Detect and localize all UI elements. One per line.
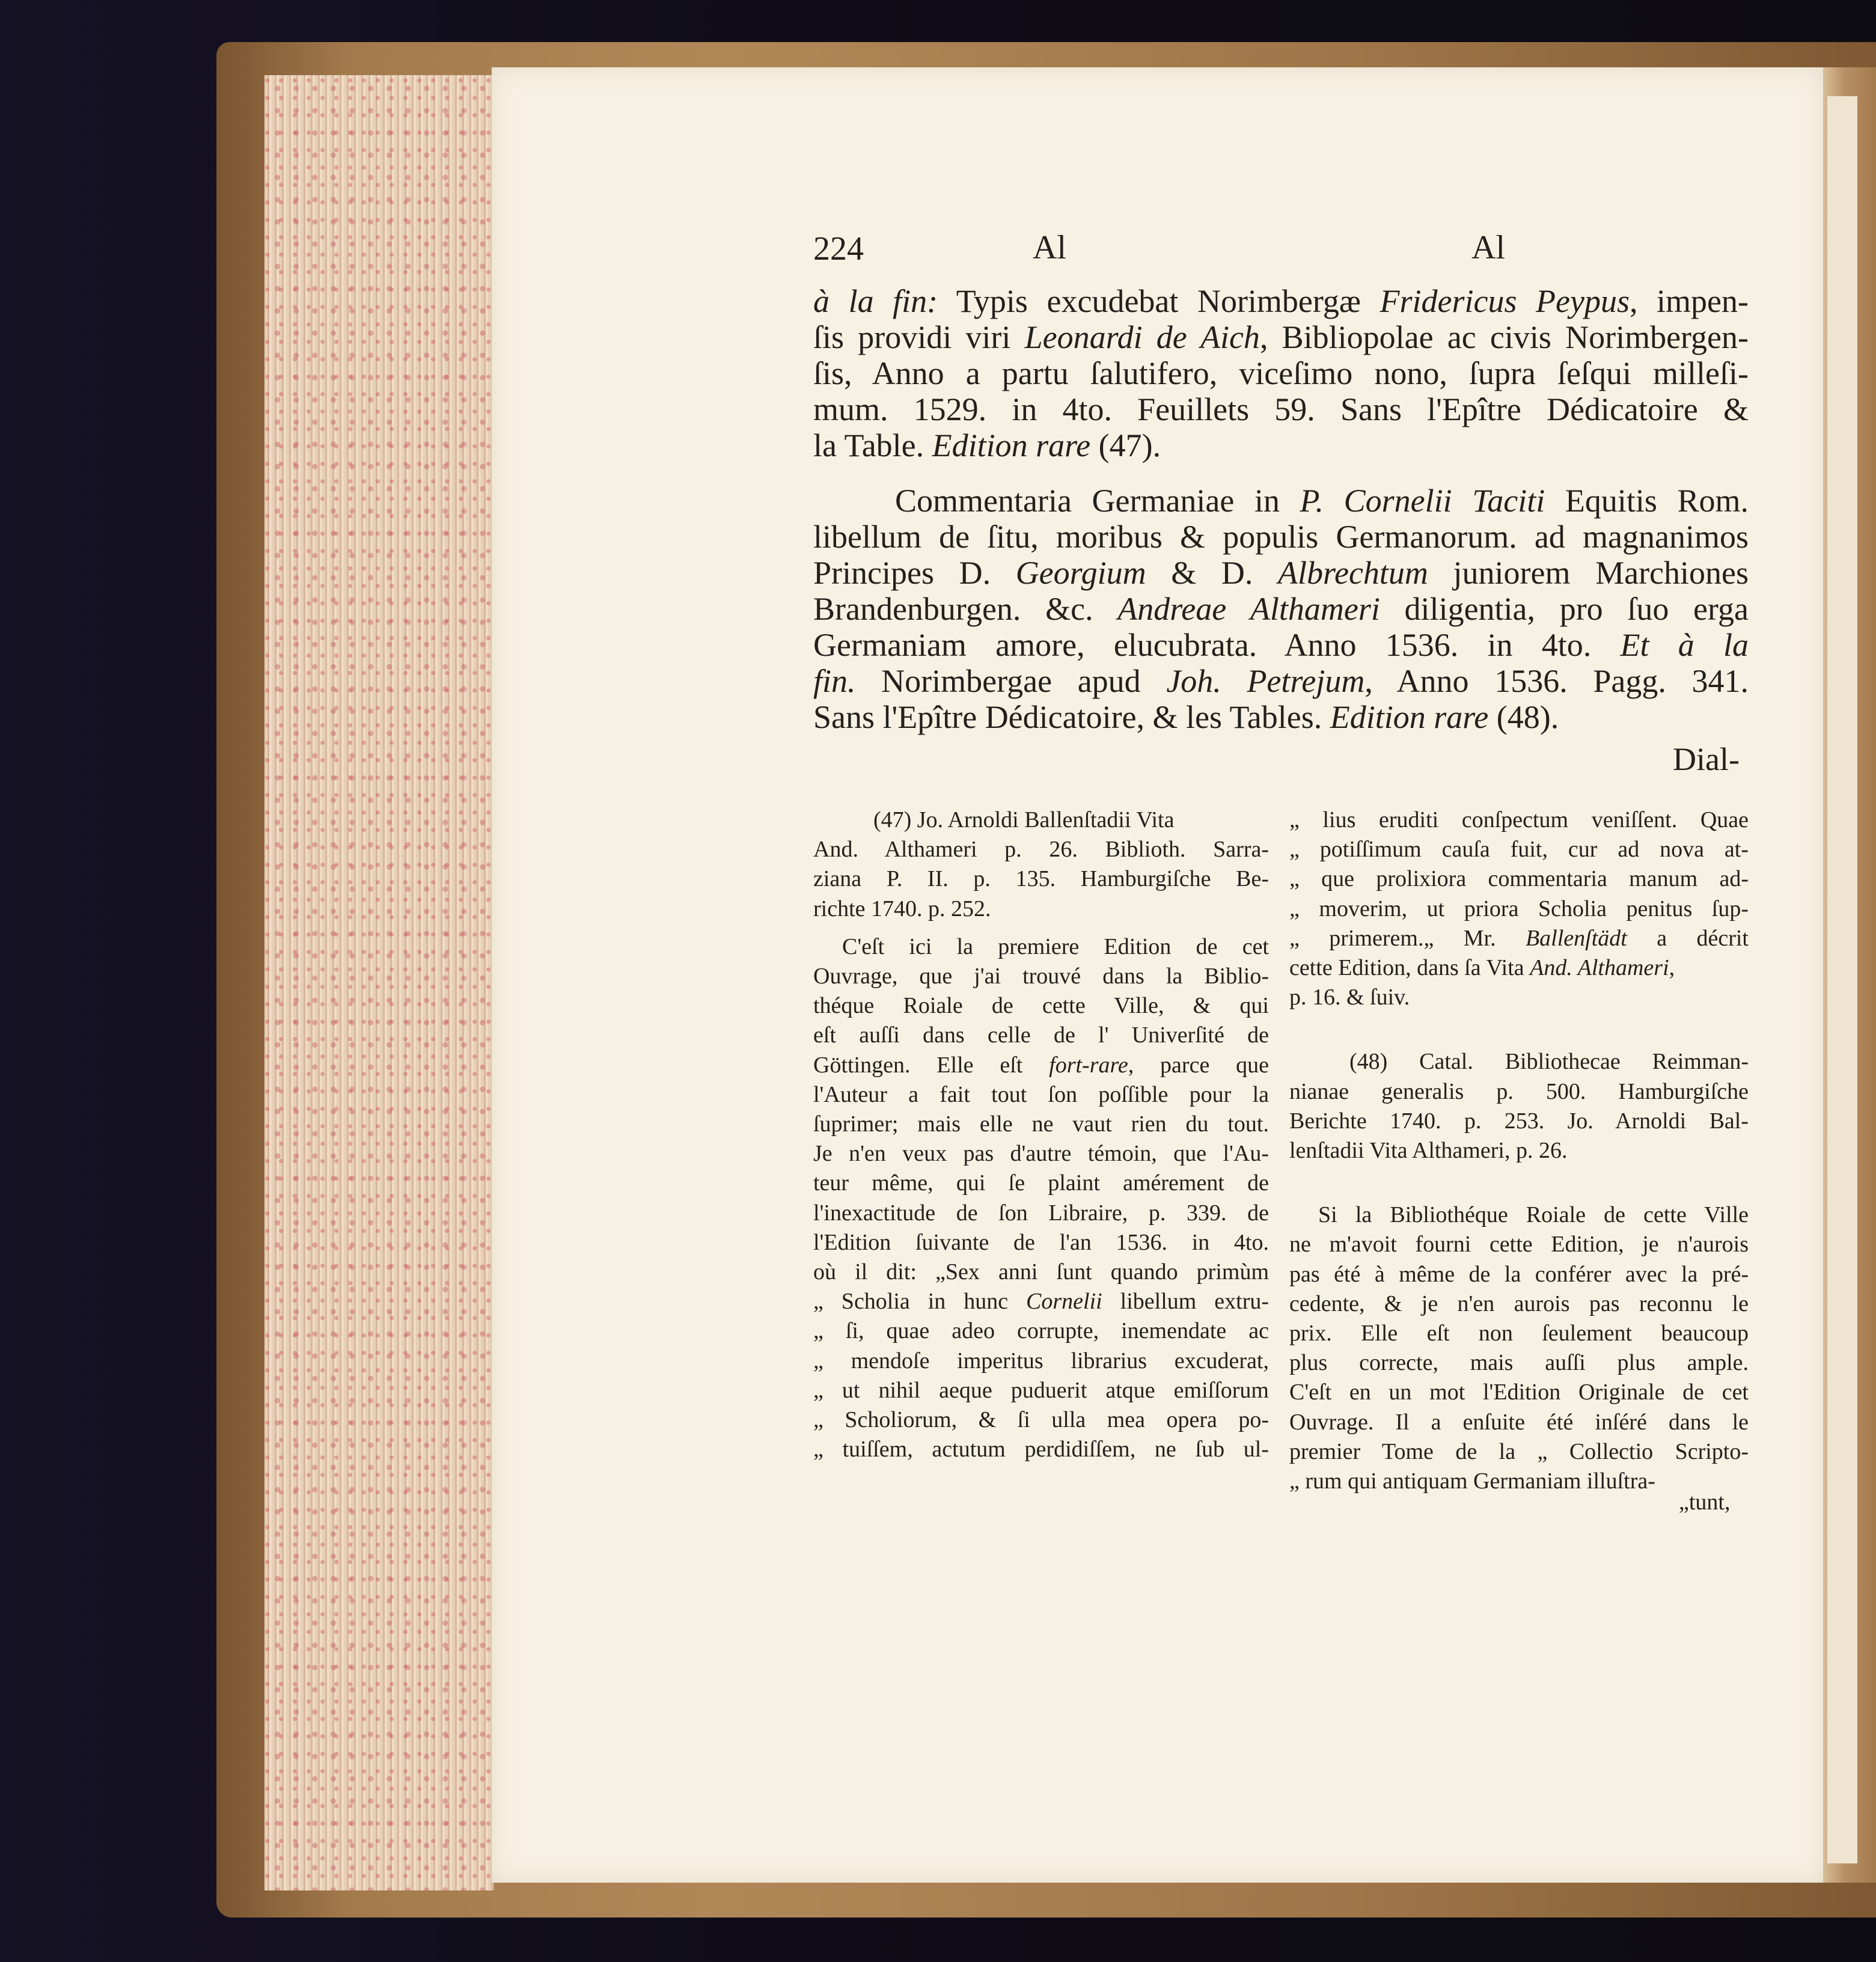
text-segment: l'inexactitude de ſon Libraire, p. 339. de	[813, 1200, 1269, 1226]
text-segment: Göttingen. Elle eſt	[813, 1052, 1050, 1078]
text-line	[1289, 896, 1749, 922]
text-segment: prix. Elle eſt non ſeulement beaucoup	[1289, 1321, 1749, 1346]
text-line	[813, 391, 1749, 428]
text-line	[813, 1052, 1269, 1078]
text-segment: théque Roiale de cette Ville, & qui	[813, 993, 1269, 1019]
text-line	[1289, 1320, 1749, 1346]
text-segment: (47) Jo. Arnoldi Ballenſtadii Vita	[873, 807, 1175, 833]
text-segment: „ ut nihil aeque puduerit atque emiſſorum	[813, 1377, 1269, 1403]
text-segment: Et à la	[1620, 627, 1749, 663]
text-line	[813, 319, 1749, 356]
text-segment: Berichte 1740. p. 253. Jo. Arnoldi Bal-	[1289, 1108, 1749, 1134]
text-line	[813, 1200, 1269, 1226]
text-segment: (47).	[1090, 427, 1161, 463]
text-line	[813, 1407, 1269, 1433]
text-segment: à la fin:	[813, 283, 938, 319]
text-segment: cette Edition, dans ſa Vita	[1289, 955, 1530, 980]
text-line	[813, 866, 1269, 892]
text-line	[813, 1377, 1269, 1404]
text-segment: „ Scholiorum, & ſi ulla mea opera po-	[813, 1407, 1269, 1432]
text-segment: a décrit	[1627, 925, 1749, 951]
text-segment: „ primerem.„ Mr.	[1289, 925, 1526, 951]
text-line	[813, 1022, 1269, 1048]
text-line	[1289, 1261, 1749, 1288]
text-segment: Georgium	[1015, 555, 1146, 591]
text-segment: , impen-	[1629, 283, 1749, 319]
text-line	[813, 698, 1559, 736]
text-segment: , Anno 1536. Pagg. 341.	[1364, 663, 1749, 699]
text-segment: ſuprimer; mais elle ne vaut rien du tout.	[813, 1111, 1269, 1137]
page-edges	[264, 75, 494, 1890]
text-line	[813, 518, 1749, 555]
text-segment: premier Tome de la „ Collectio Scripto-	[1289, 1438, 1749, 1464]
text-segment: C'eſt ici la premiere Edition de cet	[842, 934, 1269, 959]
text-segment: Cornelii	[1026, 1289, 1102, 1315]
text-segment: ſis, Anno a partu ſalutifero, viceſimo nono, ſupra ſeſqui milleſi-	[813, 355, 1749, 391]
text-segment: „ lius eruditi conſpectum veniſſent. Quae	[1289, 807, 1749, 833]
text-segment: Norimbergae apud	[855, 663, 1167, 699]
text-segment: diligentia, pro ſuo erga	[1380, 591, 1749, 627]
text-segment: Commentaria Germaniae in	[895, 483, 1300, 519]
text-line	[813, 283, 1749, 320]
text-segment: l'Auteur a fait tout ſon poſſible pour la	[813, 1081, 1269, 1107]
text-line	[1318, 1202, 1749, 1228]
text-line	[813, 1111, 1269, 1137]
text-segment: Sans l'Epître Dédicatoire, & les Tables.	[813, 699, 1330, 735]
text-line	[813, 896, 991, 922]
text-segment: ziana P. II. p. 135. Hamburgiſche Be-	[813, 866, 1269, 892]
text-segment: lenſtadii Vita Althameri, p. 26.	[1289, 1138, 1568, 1163]
text-segment: Typis excudebat Norimbergæ	[938, 283, 1380, 319]
text-segment: libellum extru-	[1102, 1289, 1270, 1315]
text-segment: „ ſi, quae adeo corrupte, inemendate ac	[813, 1318, 1269, 1344]
text-segment: , Bibliopolae ac civis Norimbergen-	[1259, 319, 1749, 355]
text-segment: „ potiſſimum cauſa fuit, cur ad nova at-	[1289, 837, 1749, 863]
text-line	[1289, 1108, 1749, 1134]
text-segment: And. Althameri	[1530, 955, 1669, 980]
text-line	[813, 355, 1749, 392]
text-line	[873, 807, 1174, 833]
text-line	[813, 1081, 1269, 1108]
text-segment: Albrechtum	[1277, 555, 1428, 591]
text-line	[1289, 1379, 1749, 1405]
text-line	[1289, 1349, 1749, 1376]
text-segment: la Table.	[813, 427, 932, 463]
text-line	[1289, 925, 1749, 952]
text-line	[1289, 984, 1410, 1010]
text-line	[813, 1436, 1269, 1462]
text-segment: „ tuiſſem, actutum perdidiſſem, ne ſub ul-	[813, 1437, 1269, 1462]
text-segment: eſt auſſi dans celle de l' Univerſité de	[813, 1022, 1269, 1048]
text-segment: ſis providi viri	[813, 319, 1025, 355]
text-line	[813, 590, 1749, 628]
text-segment: (48).	[1488, 699, 1559, 735]
text-segment: (48) Catal. Bibliothecae Reimman-	[1349, 1049, 1749, 1075]
text-line	[813, 1140, 1269, 1167]
book-page	[492, 67, 1823, 1883]
running-head-left: Al	[1033, 229, 1066, 266]
text-segment: Brandenburgen. &c.	[813, 591, 1118, 627]
text-segment: où il dit: „Sex anni ſunt quando primùm	[813, 1259, 1269, 1285]
text-line	[1289, 1409, 1749, 1435]
text-line	[813, 662, 1749, 700]
text-line	[813, 626, 1749, 664]
text-line	[1289, 1137, 1567, 1164]
text-segment: teur même, qui ſe plaint amérement de	[813, 1170, 1269, 1196]
text-segment: mum. 1529. in 4to. Feuillets 59. Sans l'Epître Dédicatoire &	[813, 391, 1749, 427]
text-line	[1289, 955, 1675, 981]
text-segment: richte 1740. p. 252.	[813, 896, 991, 921]
text-segment: juniorem Marchiones	[1428, 555, 1749, 591]
text-segment: plus correcte, mais auſſi plus ample.	[1289, 1350, 1749, 1376]
text-line	[813, 992, 1269, 1019]
text-segment: Ballenſtädt	[1525, 925, 1627, 951]
text-segment: l'Edition ſuivante de l'an 1536. in 4to.	[813, 1229, 1269, 1255]
text-segment: Andreae Althameri	[1117, 591, 1380, 627]
text-segment: Principes D.	[813, 555, 1016, 591]
text-segment: „ rum qui antiquam Germaniam illuſtra-	[1289, 1468, 1655, 1494]
text-line	[813, 554, 1749, 591]
text-line	[813, 1259, 1269, 1285]
text-segment: P. Cornelii Taciti	[1300, 483, 1545, 519]
text-segment: nianae generalis p. 500. Hamburgiſche	[1289, 1078, 1749, 1104]
catchword: Dial-	[1673, 741, 1740, 777]
text-segment: ,	[1669, 955, 1675, 980]
text-line	[813, 1288, 1269, 1315]
text-segment: „ moverim, ut priora Scholia penitus ſup-	[1289, 896, 1749, 921]
text-line	[813, 1229, 1269, 1256]
text-segment: And. Althameri p. 26. Biblioth. Sarra-	[813, 837, 1269, 863]
text-line	[813, 963, 1269, 989]
text-segment: , parce que	[1128, 1052, 1270, 1078]
text-line	[813, 427, 1161, 464]
text-line	[1289, 836, 1749, 863]
text-line	[813, 1318, 1269, 1344]
text-segment: „ mendoſe imperitus librarius excuderat,	[813, 1348, 1269, 1374]
text-segment: Je n'en veux pas d'autre témoin, que l'Au-	[813, 1141, 1269, 1167]
text-segment: Ouvrage. Il a enſuite été inſéré dans le	[1289, 1409, 1749, 1435]
text-segment: Leonardi de Aich	[1024, 319, 1260, 355]
text-segment: Equitis Rom.	[1545, 483, 1749, 519]
text-segment: C'eſt en un mot l'Edition Originale de cet	[1289, 1380, 1749, 1405]
text-segment: Joh. Petrejum	[1166, 663, 1365, 699]
running-head-right: Al	[1471, 229, 1505, 266]
text-line	[1289, 807, 1749, 833]
text-line	[1289, 1291, 1749, 1317]
text-line	[1289, 1078, 1749, 1105]
footnote-catchword: „tunt,	[1679, 1490, 1731, 1515]
text-segment: „ Scholia in hunc	[813, 1289, 1027, 1315]
text-segment: „ que prolixiora commentaria manum ad-	[1289, 866, 1749, 892]
text-line	[1289, 1231, 1749, 1258]
facing-page-edge	[1827, 96, 1857, 1863]
text-line	[813, 836, 1269, 863]
text-segment: Ouvrage, que j'ai trouvé dans la Biblio-	[813, 964, 1269, 989]
text-segment: Fridericus Peypus	[1380, 283, 1630, 319]
text-line	[1289, 1438, 1749, 1465]
text-line	[1349, 1048, 1749, 1075]
text-line	[895, 482, 1749, 519]
page-number: 224	[813, 230, 864, 267]
text-line	[1289, 866, 1749, 892]
text-segment: cedente, & je n'en aurois pas reconnu le	[1289, 1291, 1749, 1316]
text-segment: pas été à même de la conférer avec la pré-	[1289, 1261, 1749, 1287]
text-segment: fin.	[813, 663, 856, 699]
text-line	[842, 934, 1269, 960]
text-line	[1289, 1468, 1655, 1494]
text-segment: Edition rare	[1330, 699, 1489, 735]
text-line	[813, 1170, 1269, 1196]
text-line	[813, 1348, 1269, 1374]
text-segment: Germaniam amore, elucubrata. Anno 1536. in 4to.	[813, 627, 1621, 663]
text-segment: ne m'avoit fourni cette Edition, je n'aurois	[1289, 1232, 1749, 1258]
text-segment: p. 16. & ſuiv.	[1289, 985, 1410, 1010]
text-segment: & D.	[1146, 555, 1278, 591]
text-segment: libellum de ſitu, moribus & populis Germanorum. ad magnanimos	[813, 519, 1749, 555]
text-segment: Si la Bibliothéque Roiale de cette Ville	[1318, 1202, 1749, 1228]
text-segment: Edition rare	[932, 427, 1091, 463]
text-segment: fort-rare	[1049, 1052, 1128, 1078]
